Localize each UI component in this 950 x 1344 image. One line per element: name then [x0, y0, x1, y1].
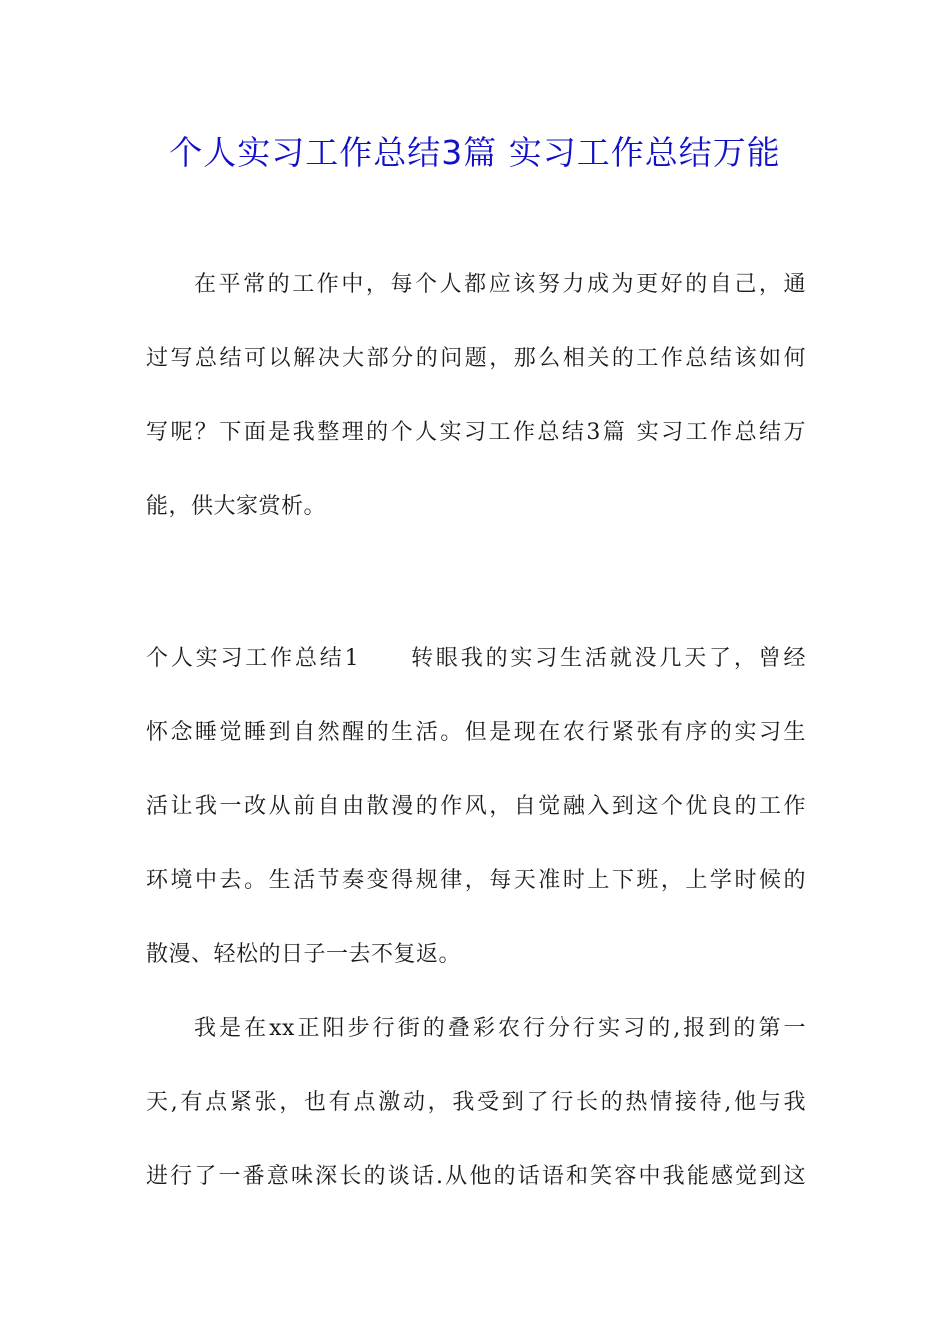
para2-line-3: 进行了一番意味深长的谈话.从他的话语和笑容中我能感觉到这 — [146, 1164, 806, 1189]
intro-line-3: 写呢？下面是我整理的个人实习工作总结3篇 实习工作总结万 — [146, 420, 806, 445]
document-title: 个人实习工作总结3篇 实习工作总结万能 — [169, 133, 781, 172]
section1-line-1: 个人实习工作总结1 转眼我的实习生活就没几天了，曾经 — [146, 646, 806, 671]
intro-line-2: 过写总结可以解决大部分的问题，那么相关的工作总结该如何 — [146, 346, 806, 371]
para2-line-2: 天,有点紧张，也有点激动，我受到了行长的热情接待,他与我 — [146, 1090, 806, 1115]
intro-line-4: 能，供大家赏析。 — [146, 494, 327, 519]
section1-line-4: 环境中去。生活节奏变得规律，每天准时上下班，上学时候的 — [146, 868, 806, 893]
section1-line-2: 怀念睡觉睡到自然醒的生活。但是现在农行紧张有序的实习生 — [146, 720, 806, 745]
para2-line-1: 我是在xx正阳步行街的叠彩农行分行实习的,报到的第一 — [194, 1016, 806, 1041]
intro-line-1: 在平常的工作中，每个人都应该努力成为更好的自己，通 — [194, 272, 806, 297]
section1-line-5: 散漫、轻松的日子一去不复返。 — [146, 942, 462, 967]
section1-line-3: 活让我一改从前自由散漫的作风，自觉融入到这个优良的工作 — [146, 794, 806, 819]
